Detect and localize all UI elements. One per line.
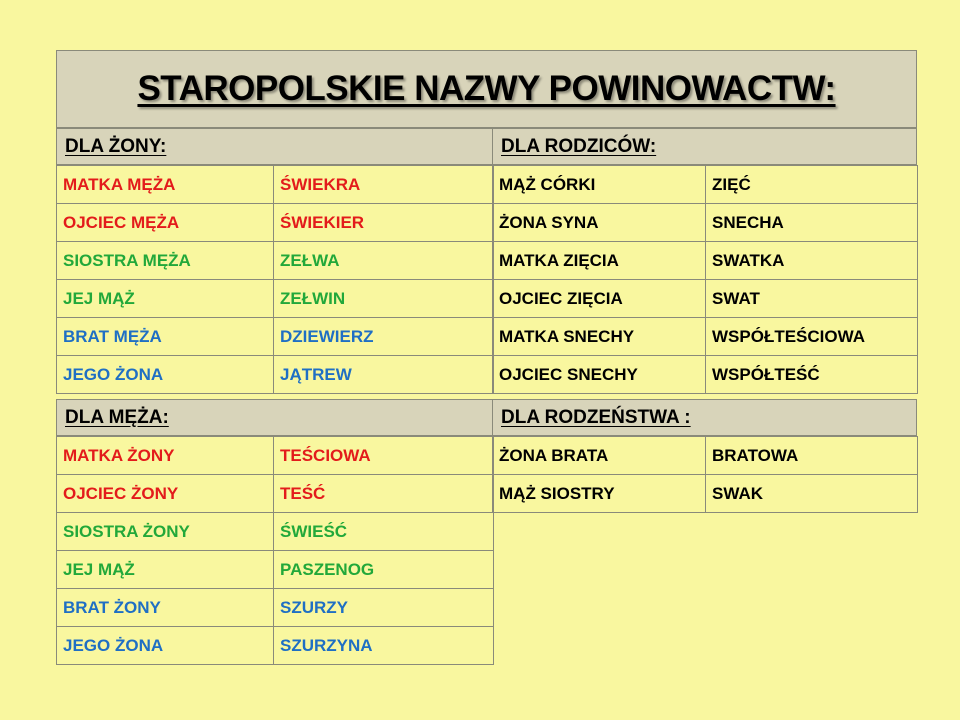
old-name-cell: BRATOWA <box>706 437 918 475</box>
table-row <box>493 356 918 394</box>
wife-table <box>56 165 494 394</box>
table-row <box>57 513 494 551</box>
relation-cell: JEGO ŻONA <box>57 356 274 394</box>
old-name-cell: SWATKA <box>706 242 918 280</box>
table-row <box>57 166 494 204</box>
relation-cell: MATKA SNECHY <box>493 318 706 356</box>
old-name-cell: WSPÓŁTEŚĆ <box>706 356 918 394</box>
old-name-cell: ZIĘĆ <box>706 166 918 204</box>
relation-cell: MĄŻ SIOSTRY <box>493 475 706 513</box>
table-row <box>57 627 494 665</box>
relation-cell: SIOSTRA ŻONY <box>57 513 274 551</box>
section-header-parents-label: DLA RODZICÓW: <box>501 135 657 157</box>
table-row <box>493 280 918 318</box>
relation-cell: SIOSTRA MĘŻA <box>57 242 274 280</box>
husband-table <box>56 436 494 665</box>
old-name-cell: ŚWIEŚĆ <box>274 513 494 551</box>
table-row <box>493 166 918 204</box>
table-row <box>57 551 494 589</box>
relation-cell: ŻONA SYNA <box>493 204 706 242</box>
relation-cell: BRAT MĘŻA <box>57 318 274 356</box>
table-row <box>57 475 494 513</box>
relation-cell: JEJ MĄŻ <box>57 280 274 318</box>
page-title-text: STAROPOLSKIE NAZWY POWINOWACTW: <box>137 69 836 108</box>
old-name-cell: ZEŁWA <box>274 242 494 280</box>
table-row <box>493 204 918 242</box>
relation-cell: JEJ MĄŻ <box>57 551 274 589</box>
old-name-cell: WSPÓŁTEŚCIOWA <box>706 318 918 356</box>
siblings-table <box>492 436 918 513</box>
relation-cell: MATKA ZIĘCIA <box>493 242 706 280</box>
relation-cell: OJCIEC ZIĘCIA <box>493 280 706 318</box>
relation-cell: MATKA ŻONY <box>57 437 274 475</box>
section-header-siblings-label: DLA RODZEŃSTWA : <box>501 406 691 428</box>
relation-cell: BRAT ŻONY <box>57 589 274 627</box>
relation-cell: ŻONA BRATA <box>493 437 706 475</box>
old-name-cell: ZEŁWIN <box>274 280 494 318</box>
relation-cell: MATKA MĘŻA <box>57 166 274 204</box>
relation-cell: OJCIEC MĘŻA <box>57 204 274 242</box>
table-row <box>57 589 494 627</box>
table-row <box>493 437 918 475</box>
section-header-husband-label: DLA MĘŻA: <box>65 406 169 428</box>
old-name-cell: TEŚĆ <box>274 475 494 513</box>
section-header-wife-label: DLA ŻONY: <box>65 135 167 157</box>
old-name-cell: SNECHA <box>706 204 918 242</box>
old-name-cell: ŚWIEKIER <box>274 204 494 242</box>
old-name-cell: DZIEWIERZ <box>274 318 494 356</box>
table-row <box>57 356 494 394</box>
table-row <box>57 318 494 356</box>
parents-table <box>492 165 918 394</box>
table-row <box>57 204 494 242</box>
old-name-cell: SZURZYNA <box>274 627 494 665</box>
table-row <box>57 242 494 280</box>
relation-cell: OJCIEC SNECHY <box>493 356 706 394</box>
table-row <box>493 475 918 513</box>
relation-cell: OJCIEC ŻONY <box>57 475 274 513</box>
old-name-cell: SWAT <box>706 280 918 318</box>
section-header-husband <box>56 399 493 436</box>
old-name-cell: PASZENOG <box>274 551 494 589</box>
section-header-wife <box>56 128 493 165</box>
old-name-cell: JĄTREW <box>274 356 494 394</box>
relation-cell: MĄŻ CÓRKI <box>493 166 706 204</box>
old-name-cell: ŚWIEKRA <box>274 166 494 204</box>
page-title <box>56 50 917 128</box>
section-header-siblings <box>492 399 917 436</box>
section-header-parents <box>492 128 917 165</box>
table-row <box>57 280 494 318</box>
old-name-cell: TEŚCIOWA <box>274 437 494 475</box>
old-name-cell: SZURZY <box>274 589 494 627</box>
relation-cell: JEGO ŻONA <box>57 627 274 665</box>
table-row <box>57 437 494 475</box>
table-row <box>493 318 918 356</box>
table-row <box>493 242 918 280</box>
old-name-cell: SWAK <box>706 475 918 513</box>
